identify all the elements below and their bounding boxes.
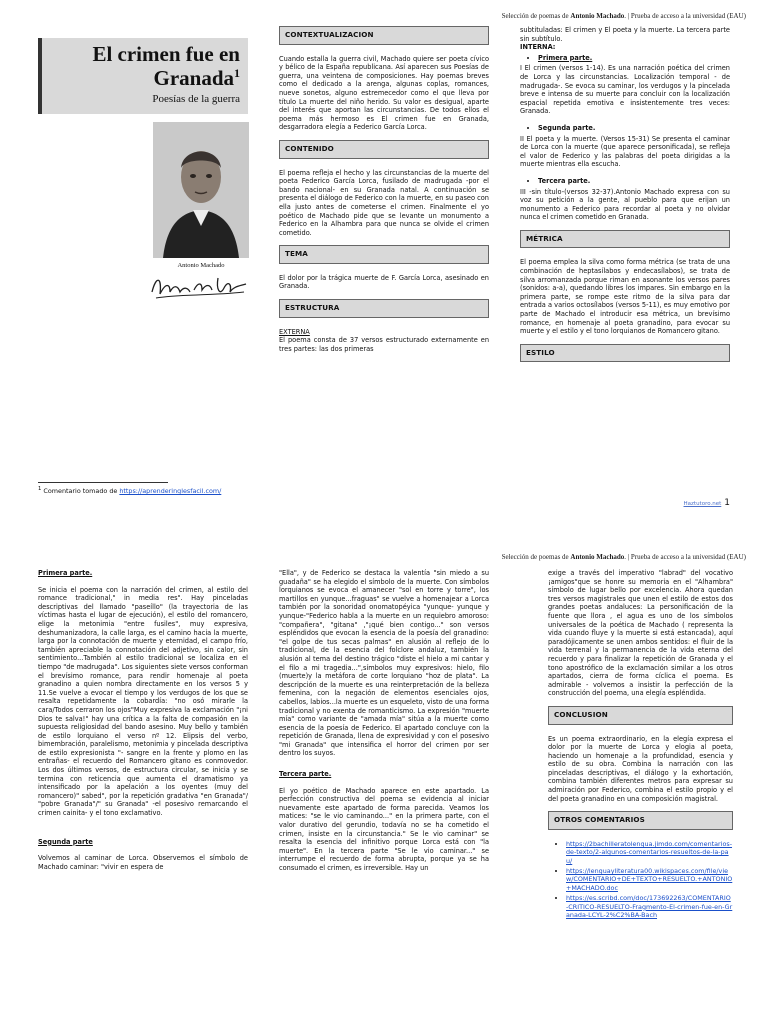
section-tema: TEMA (279, 245, 489, 264)
page-gap (0, 512, 768, 541)
primera-label: • Primera parte. (538, 54, 730, 63)
page-number-value: 1 (724, 498, 730, 508)
interna-label: INTERNA: (520, 43, 556, 52)
section-contenido: CONTENIDO (279, 140, 489, 159)
tema-text: El dolor por la trágica muerte de F. García Lorca, asesinado en Granada. (279, 273, 489, 291)
comment-link-3[interactable]: https://es.scribd.com/doc/173692263/COMENTARIO-CRITICO-RESUELTO-Fragmento-El-crimen-fue-en-Granada-LCYL-2%C2%BA-Bach (566, 894, 733, 920)
contextualizacion-text: Cuando estalla la guerra civil, Machado quiere ser poeta cívico y bélico de la España republicana. Así aparecen sus Poesías de guerra, una veintena de composiciones. Hay poemas breves como el dedicado a la arenga, algunas coplas, romances, nueve sonetos, alguno estremecedor como el que lleva por título La muerte del niño herido. Su valor es desigual, aparte del interés que aportan las circunstancias. De todos ellos el poema más hermoso es El crimen fue en Granada, desgarradora elegía a Federico García Lorca. (279, 54, 489, 132)
segunda-text: II El poeta y la muerte. (Versos 15-31) Se presenta el caminar de Lorca con la muerte (que aparece personificada), se refleja el valor de Federico y las palabras del poeta dirigidas a la muerte mientras ella escucha. (520, 134, 730, 169)
p2-column-2 (279, 569, 489, 881)
tercera-label: • Tercera parte. (538, 177, 730, 186)
estructura-text: El poema consta de 37 versos estructurado externamente en tres partes: las dos primeras (279, 336, 489, 353)
header-rest: . | Prueba de acceso a la universidad (EAU) (624, 553, 746, 561)
footnote (38, 486, 221, 495)
section-contextualizacion: CONTEXTUALIZACION (279, 26, 489, 45)
header-text: Selección de poemas de (501, 553, 571, 561)
section-conclusion: CONCLUSION (548, 706, 733, 725)
segunda-heading: Segunda parte (38, 837, 93, 846)
tercera-heading: Tercera parte. (279, 770, 332, 779)
page-number (684, 498, 730, 508)
signature (148, 270, 252, 304)
primera-text: I El crimen (versos 1-14). Es una narración poética del crimen de Lorca y las circunstancias. Localización temporal - de madrugada-. Se evoca su caminar, los verdugos y la pincelada breve e intensa de su muerte para concluir con la localización espacial repetida emotiva e insistentemente tres veces: Granada. (520, 64, 730, 116)
footnote-mark: 1 (38, 486, 42, 492)
link-item (566, 894, 733, 919)
segunda-body: Volvemos al caminar de Lorca. Observemos el símbolo de Machado caminar: "vivir en espera de (38, 854, 248, 871)
tercera-bullet (520, 177, 730, 186)
photo-caption: Antonio Machado (177, 262, 225, 269)
page-header (502, 12, 746, 20)
tercera-body: El yo poético de Machado aparece en este apartado. La perfección constructiva del poema se evidencia al iniciar nuevamente este apartado de forma parecida. Veamos los matices: "se le vio caminando..." en la primera parte, con el valor durativo del gerundio, todavía no se ha cometido el crimen, insiste en la circunstancia." Se le vio caminar" se resalta la esencia del infinitivo porque Lorca está con "la muerte". En la tercera parte "Se le vio caminar..." se interrumpe el recuerdo de forma abrupta, porque ya se ha consumado el crimen, es irreversible. Hay un (279, 786, 489, 872)
primera-body: Se inicia el poema con la narración del crimen, al estilo del romance tradicional," in media res". Hay pinceladas descriptivas del llamado "paseíllo" (la trayectoria de las víctimas hasta el lugar de ejecución), el estilo del romancero, elige la metonimia "entre fusiles", muy expresiva, deshumanizadora, la calle larga, es el camino hacia la muerte, larga por la connotación de muerte y eternidad, el campo frío, también apreciable la connotación del adjetivo, sin calor, sin sentimiento...También al estilo tradicional se localiza en el tiempo "de madrugada". Los siguientes siete versos conforman el brevísimo romance, para rendir homenaje al poeta granadino a quien nombra directamente en los versos 5 y 11.Se vuelve a evocar el tiempo y los verdugos de los que se resalta repetidamente la cobardía: "no osó mirarle la cara/Todos cerraron los ojos"Muy expresiva la exclamación "¡ni Dios te salva!" hay una crítica a la falta de compasión en la supuesta religiosidad del bando asesino. Muy bello y también de estilo lorquiano el verso nº 12. Elipsis del verbo, bimembración, paralelismo, metonimia y pincelada descriptiva de estilo expresionista "- sangre en la frente y plomo en las entrañas- el recuerdo del Romancero gitano es conmovedor. Los dos últimos versos, de estructura circular, se inicia y se termina con reticencia que aumenta el dramatismo ya intensificado por la apelación a los oyentes (muy del romancero)" sabed", por la repetición gradativa "en Granada"/ "pobre Granada"/" su Granada" -el posesivo remarcando el crimen cainita- y el tono exclamativo. (38, 585, 248, 818)
col2-body: "Ella", y de Federico se destaca la valentía "sin miedo a su guadaña" se ha elegido el símbolo de la muerte. Con símbolos lorquianos se evoca el amanecer "sol en torre y torre", los martillos en yunque...fraguas" se vuelve a homenajear a Lorca también por la sonoridad onomatopéyica "yunque- yunque y yunque-"Federico habla a la muerte en un requiebro amoroso: "compañera", "gitana" ,"¡qué bien contigo..." son versos espléndidos que evocan la esencia de la poesía del granadino: "el golpe de tus secas palmas" en alusión al reflejo de lo tradicional, de la esencia del folclore andaluz, también la alusión al tema del destino trágico "diste el hielo a mi cantar y el filo a mi tragedia...",símbolos muy expresivos: hielo, filo (muerte)y la metáfora de corte lorquiano "hoz de plata". La descripción de la muerte es una reinterpretación de la belleza femenina, con la negación de elementos esenciales ojos, cabellos, labios...la muerte es un esqueleto, visto de una forma tradicional y no exenta de romanticismo. La expresión "muerte mía" como variante de "amada mía" sitúa a la muerte como esencia de la poesía de Federico. El apartado concluye con la repetición de Granada, llena de expresividad y con el posesivo "mi Granada" que intensifica el horror del crimen por ser dentro los suyos. (279, 569, 489, 758)
primera-heading: Primera parte. (38, 569, 93, 577)
comment-link-1[interactable]: https://2bachilleratolengua.jimdo.com/comentarios-de-texto/2-algunos-comentarios-resueltos-de-la-pau/ (566, 839, 733, 865)
section-estructura: ESTRUCTURA (279, 299, 489, 318)
section-otros-comentarios: OTROS COMENTARIOS (548, 811, 733, 830)
page-source: Haztutoro.net (683, 501, 722, 507)
estructura-externa-label: EXTERNA (279, 327, 310, 336)
p2-column-1 (38, 569, 248, 879)
tercera-text: III -sin título-(versos 32-37).Antonio Machado expresa con su voz su petición a la gente, al pueblo para que erijan un monumento a Federico para recordar al poeta y no olvidar nunca el crimen cometido en Granada. (520, 187, 730, 222)
col3-top-text: subtituladas: El crimen y El poeta y la muerte. La tercera parte sin subtítulo. (520, 26, 730, 43)
title-line-2 (153, 66, 240, 91)
page-2 (0, 541, 768, 1024)
section-metrica: MÉTRICA (520, 230, 730, 249)
title-word: Granada (153, 66, 234, 90)
conclusion-text: Es un poema extraordinario, en la elegía expresa el dolor por la muerte de Lorca y elogia al poeta, haciendo un homenaje a la profundidad, esencia y estilo de su obra. Combina la narración con las pinceladas descriptivas, el diálogo y la exhortación, combina también diferentes metros para expresar su admiración por Federico, combina el estilo propio y el del poeta granadino en una composición magistral. (548, 734, 733, 803)
title-subtitle: Poesías de la guerra (152, 93, 240, 105)
footnote-rule (38, 482, 168, 483)
column-2 (279, 26, 489, 361)
footnote-text: Comentario tomado de (41, 487, 120, 496)
title-footnote-mark: 1 (234, 66, 240, 80)
header-author: Antonio Machado (570, 12, 625, 20)
links-list (548, 840, 733, 920)
header-rest: . | Prueba de acceso a la universidad (EAU) (624, 12, 746, 20)
col3-body: exige a través del imperativo "labrad" del vocativo ¡amigos"que se honre su memoria en el "Alhambra" símbolo de lugar bello por excelencia. Ahora quedan tres versos magistrales que unen el estilo de estos dos grandes poetas andaluces: La personificación de la fuente que llora , el agua es uno de los símbolos universales de la poética de Machado ( representa la vida cuando fluye y la muerte si está estancada), aquí paradójicamente se unen ambos sentidos: el fluir de la vida terrenal y la permanencia de la vida eterna del recuerdo y para finalizar la repetición de Granada y el tono apostrófico de la exclamación similar a los otros apartados, cierra de forma cíclica el poema. Es admirable - volvemos a insistir la perfección de la construcción del poema, una elegía espléndida. (548, 569, 733, 698)
segunda-bullet (520, 124, 730, 133)
column-3 (520, 26, 730, 372)
section-estilo: ESTILO (520, 344, 730, 363)
comment-link-2[interactable]: https://lenguayliteratura00.wikispaces.com/file/view/COMENTARIO+DE+TEXTO+RESUELTO.+ANTONIO+MACHADO.doc (566, 867, 733, 892)
portrait-photo (153, 122, 249, 258)
contenido-text: El poema refleja el hecho y las circunstancias de la muerte del poeta Federico García Lorca, fusilado de madrugada -por el bando nacional- en su Granada natal. A continuación se presenta el diálogo de Federico con la muerte, en su paseo con ella justo antes de cometerse el crimen. Finalmente el yo poético de Machado pide que se levante un monumento a Federico en la Alhambra para que nunca se olvide el crimen cometido. (279, 168, 489, 237)
page-header-2 (502, 553, 746, 561)
title-box (38, 38, 248, 114)
segunda-label: • Segunda parte. (538, 124, 730, 133)
footnote-link[interactable]: https://aprenderinglesfacil.com/ (119, 487, 222, 496)
p2-column-3 (548, 569, 733, 922)
link-item (566, 867, 733, 892)
link-item (566, 840, 733, 865)
primera-bullet (520, 54, 730, 63)
header-author: Antonio Machado (570, 553, 625, 561)
metrica-text: El poema emplea la silva como forma métrica (se trata de una combinación de heptasílabos y endecasílabos), se trata de silva arromanzada porque riman en asonante los versos pares (sonidos: a-a), quedando libres los impares. Sin embargo en la primera parte, se rompe este ritmo de la silva para dar entrada a varios octosílabos (versos 5-11), es muy emotivo por parte de Machado el introducir esa métrica, un brevísimo romance, en homenaje al poeta granadino, para evocar su muerte y el estilo y el tono lorquianos de Romancero gitano. (520, 258, 730, 336)
header-text: Selección de poemas de (501, 12, 571, 20)
title-line-1: El crimen fue en (92, 42, 240, 66)
